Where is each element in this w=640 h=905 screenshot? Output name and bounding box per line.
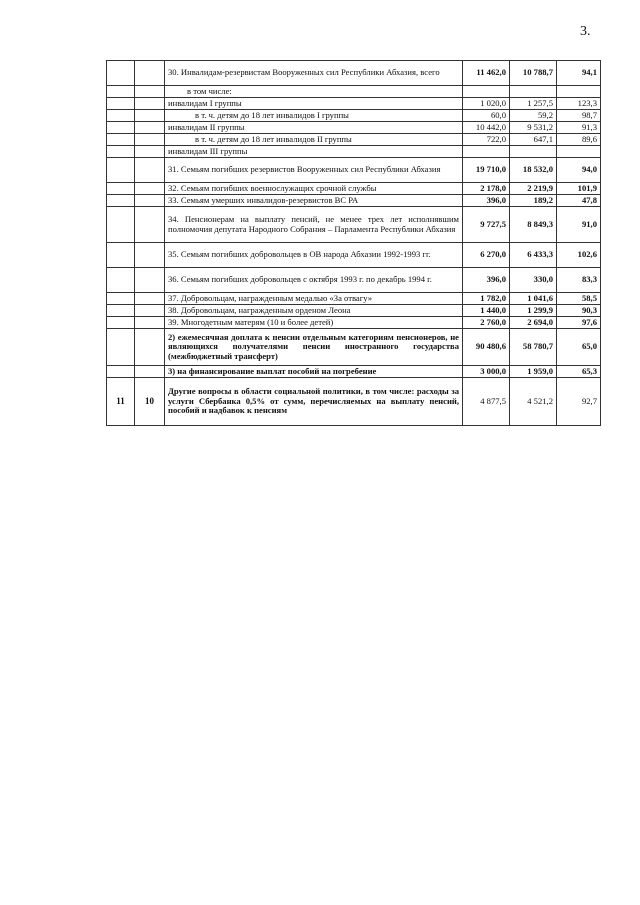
actual-amount-cell: 1 041,6 bbox=[510, 293, 557, 305]
percent-cell: 91,3 bbox=[557, 122, 601, 134]
description-cell: 35. Семьям погибших добровольцев в ОВ народа Абхазии 1992-1993 гг. bbox=[165, 243, 463, 268]
percent-cell: 101,9 bbox=[557, 183, 601, 195]
section-code-cell bbox=[107, 134, 135, 146]
percent-cell: 65,3 bbox=[557, 366, 601, 378]
actual-amount-cell: 2 219,9 bbox=[510, 183, 557, 195]
budget-table bbox=[106, 60, 601, 426]
planned-amount-cell: 1 440,0 bbox=[463, 305, 510, 317]
section-code-cell bbox=[107, 195, 135, 207]
percent-cell: 123,3 bbox=[557, 98, 601, 110]
actual-amount-cell: 8 849,3 bbox=[510, 207, 557, 243]
subsection-code-cell bbox=[135, 134, 165, 146]
percent-cell: 83,3 bbox=[557, 268, 601, 293]
table-row bbox=[107, 195, 601, 207]
percent-cell: 97,6 bbox=[557, 317, 601, 329]
section-code-cell bbox=[107, 207, 135, 243]
subsection-code-cell bbox=[135, 317, 165, 329]
page-number: 3. bbox=[580, 24, 591, 39]
planned-amount-cell: 1 782,0 bbox=[463, 293, 510, 305]
description-cell: в т. ч. детям до 18 лет инвалидов II группы bbox=[165, 134, 463, 146]
subsection-code-cell bbox=[135, 110, 165, 122]
subsection-code-cell bbox=[135, 146, 165, 158]
planned-amount-cell: 3 000,0 bbox=[463, 366, 510, 378]
table-row bbox=[107, 305, 601, 317]
description-cell: 37. Добровольцам, награжденным медалью «За отвагу» bbox=[165, 293, 463, 305]
percent-cell: 98,7 bbox=[557, 110, 601, 122]
actual-amount-cell: 58 780,7 bbox=[510, 329, 557, 366]
planned-amount-cell bbox=[463, 146, 510, 158]
subsection-code-cell bbox=[135, 122, 165, 134]
planned-amount-cell: 6 270,0 bbox=[463, 243, 510, 268]
description-cell: инвалидам I группы bbox=[165, 98, 463, 110]
section-code-cell bbox=[107, 268, 135, 293]
description-cell: инвалидам III группы bbox=[165, 146, 463, 158]
section-code-cell bbox=[107, 86, 135, 98]
planned-amount-cell: 19 710,0 bbox=[463, 158, 510, 183]
table-row bbox=[107, 183, 601, 195]
actual-amount-cell: 1 257,5 bbox=[510, 98, 557, 110]
planned-amount-cell: 60,0 bbox=[463, 110, 510, 122]
subsection-code-cell bbox=[135, 61, 165, 86]
section-code-cell bbox=[107, 110, 135, 122]
subsection-code-cell bbox=[135, 366, 165, 378]
actual-amount-cell: 18 532,0 bbox=[510, 158, 557, 183]
table-row bbox=[107, 207, 601, 243]
actual-amount-cell: 59,2 bbox=[510, 110, 557, 122]
description-cell: 3) на финансирование выплат пособий на погребение bbox=[165, 366, 463, 378]
subsection-code-cell bbox=[135, 86, 165, 98]
subsection-code-cell bbox=[135, 195, 165, 207]
subsection-code-cell bbox=[135, 329, 165, 366]
table-row bbox=[107, 317, 601, 329]
actual-amount-cell: 2 694,0 bbox=[510, 317, 557, 329]
section-code-cell bbox=[107, 183, 135, 195]
table-row bbox=[107, 122, 601, 134]
table-row bbox=[107, 61, 601, 86]
table-row bbox=[107, 134, 601, 146]
actual-amount-cell: 1 959,0 bbox=[510, 366, 557, 378]
percent-cell bbox=[557, 146, 601, 158]
description-cell: 33. Семьям умерших инвалидов-резервистов ВС РА bbox=[165, 195, 463, 207]
subsection-code-cell bbox=[135, 293, 165, 305]
planned-amount-cell bbox=[463, 86, 510, 98]
percent-cell: 58,5 bbox=[557, 293, 601, 305]
description-cell: Другие вопросы в области социальной политики, в том числе: расходы за услуги Сбербанка 0,5% от сумм, перечисляемых на выплату пенсий, пособий и надбавок к пенсиям bbox=[165, 378, 463, 426]
description-cell: 31. Семьям погибших резервистов Вооруженных сил Республики Абхазия bbox=[165, 158, 463, 183]
section-code-cell bbox=[107, 146, 135, 158]
table-row bbox=[107, 378, 601, 426]
section-code-cell bbox=[107, 158, 135, 183]
planned-amount-cell: 9 727,5 bbox=[463, 207, 510, 243]
table-row bbox=[107, 243, 601, 268]
actual-amount-cell: 330,0 bbox=[510, 268, 557, 293]
percent-cell: 47,8 bbox=[557, 195, 601, 207]
description-cell: инвалидам II группы bbox=[165, 122, 463, 134]
actual-amount-cell bbox=[510, 86, 557, 98]
percent-cell: 94,1 bbox=[557, 61, 601, 86]
table-row bbox=[107, 268, 601, 293]
section-code-cell bbox=[107, 329, 135, 366]
planned-amount-cell: 11 462,0 bbox=[463, 61, 510, 86]
actual-amount-cell: 4 521,2 bbox=[510, 378, 557, 426]
section-code-cell: 11 bbox=[107, 378, 135, 426]
table-row bbox=[107, 146, 601, 158]
description-cell: 32. Семьям погибших военнослужащих срочной службы bbox=[165, 183, 463, 195]
planned-amount-cell: 90 480,6 bbox=[463, 329, 510, 366]
planned-amount-cell: 396,0 bbox=[463, 195, 510, 207]
percent-cell: 92,7 bbox=[557, 378, 601, 426]
planned-amount-cell: 2 178,0 bbox=[463, 183, 510, 195]
section-code-cell bbox=[107, 293, 135, 305]
actual-amount-cell: 189,2 bbox=[510, 195, 557, 207]
percent-cell: 94,0 bbox=[557, 158, 601, 183]
subsection-code-cell bbox=[135, 158, 165, 183]
table-row bbox=[107, 366, 601, 378]
subsection-code-cell bbox=[135, 98, 165, 110]
planned-amount-cell: 4 877,5 bbox=[463, 378, 510, 426]
section-code-cell bbox=[107, 122, 135, 134]
planned-amount-cell: 396,0 bbox=[463, 268, 510, 293]
budget-table-body bbox=[107, 61, 601, 426]
table-row bbox=[107, 98, 601, 110]
planned-amount-cell: 1 020,0 bbox=[463, 98, 510, 110]
planned-amount-cell: 2 760,0 bbox=[463, 317, 510, 329]
subsection-code-cell bbox=[135, 305, 165, 317]
percent-cell: 102,6 bbox=[557, 243, 601, 268]
section-code-cell bbox=[107, 305, 135, 317]
section-code-cell bbox=[107, 243, 135, 268]
subsection-code-cell bbox=[135, 207, 165, 243]
description-cell: 39. Многодетным матерям (10 и более детей) bbox=[165, 317, 463, 329]
actual-amount-cell: 10 788,7 bbox=[510, 61, 557, 86]
section-code-cell bbox=[107, 317, 135, 329]
description-cell: 38. Добровольцам, награжденным орденом Леона bbox=[165, 305, 463, 317]
planned-amount-cell: 10 442,0 bbox=[463, 122, 510, 134]
description-cell: 30. Инвалидам-резервистам Вооруженных сил Республики Абхазия, всего bbox=[165, 61, 463, 86]
actual-amount-cell: 6 433,3 bbox=[510, 243, 557, 268]
description-cell: в т. ч. детям до 18 лет инвалидов I группы bbox=[165, 110, 463, 122]
table-row bbox=[107, 110, 601, 122]
section-code-cell bbox=[107, 98, 135, 110]
subsection-code-cell bbox=[135, 183, 165, 195]
table-row bbox=[107, 329, 601, 366]
percent-cell bbox=[557, 86, 601, 98]
description-cell: 34. Пенсионерам на выплату пенсий, не менее трех лет исполнявшим полномочия депутата Народного Собрания – Парламента Республики Абхазия bbox=[165, 207, 463, 243]
actual-amount-cell: 1 299,9 bbox=[510, 305, 557, 317]
description-cell: 36. Семьям погибших добровольцев с октября 1993 г. по декабрь 1994 г. bbox=[165, 268, 463, 293]
section-code-cell bbox=[107, 61, 135, 86]
actual-amount-cell bbox=[510, 146, 557, 158]
percent-cell: 91,0 bbox=[557, 207, 601, 243]
description-cell: 2) ежемесячная доплата к пенсии отдельным категориям пенсионеров, не являющихся получателями пенсии иностранного государства (межбюджетный трансферт) bbox=[165, 329, 463, 366]
section-code-cell bbox=[107, 366, 135, 378]
percent-cell: 65,0 bbox=[557, 329, 601, 366]
table-row bbox=[107, 86, 601, 98]
actual-amount-cell: 9 531,2 bbox=[510, 122, 557, 134]
subsection-code-cell bbox=[135, 268, 165, 293]
subsection-code-cell: 10 bbox=[135, 378, 165, 426]
table-row bbox=[107, 293, 601, 305]
table-row bbox=[107, 158, 601, 183]
subsection-code-cell bbox=[135, 243, 165, 268]
actual-amount-cell: 647,1 bbox=[510, 134, 557, 146]
percent-cell: 90,3 bbox=[557, 305, 601, 317]
planned-amount-cell: 722,0 bbox=[463, 134, 510, 146]
description-cell: в том числе: bbox=[165, 86, 463, 98]
percent-cell: 89,6 bbox=[557, 134, 601, 146]
